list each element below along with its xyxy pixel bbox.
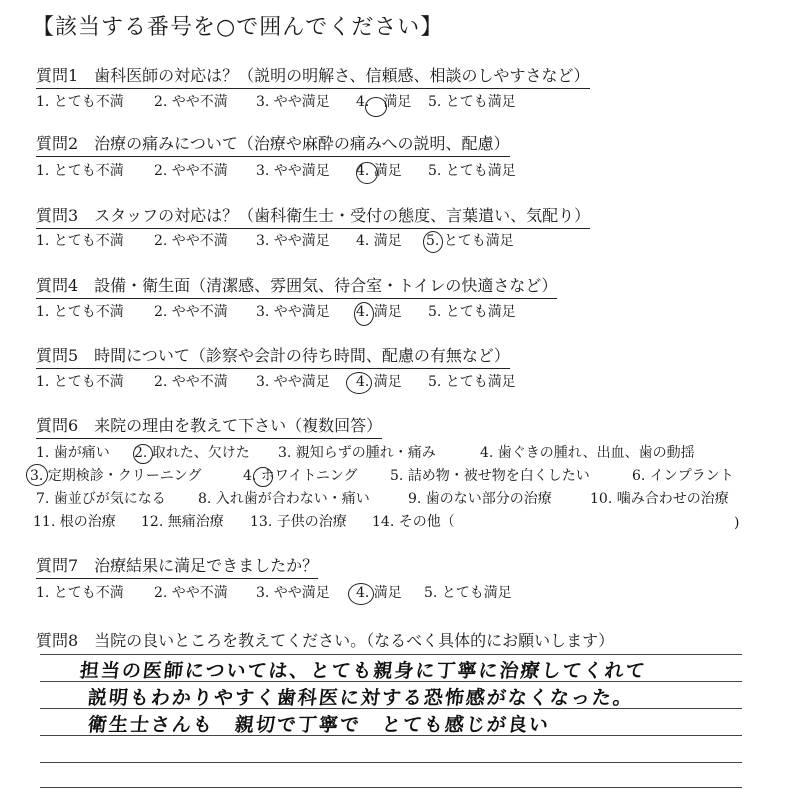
q1-option-2[interactable]: 2. やや不満	[154, 94, 228, 110]
q6-option-4[interactable]: 4. 歯ぐきの腫れ、出血、歯の動揺	[480, 445, 695, 461]
q3-option-2[interactable]: 2. やや不満	[154, 233, 228, 249]
q3-option-1[interactable]: 1. とても不満	[36, 233, 124, 249]
q5-option-4[interactable]: 4. 満足	[356, 374, 402, 390]
handwritten-answer-line-3: 衛生士さんも 親切で丁寧で とても感じが良い	[86, 714, 552, 736]
q2-option-1[interactable]: 1. とても不満	[36, 163, 124, 179]
q6-option-11[interactable]: 9. 歯のない部分の治療	[408, 491, 552, 507]
q6-option-9[interactable]: 7. 歯並びが気になる	[36, 491, 166, 507]
q6-option-12[interactable]: 10. 噛み合わせの治療	[590, 491, 729, 507]
q7-option-3[interactable]: 3. やや満足	[256, 585, 330, 601]
q4-option-1[interactable]: 1. とても不満	[36, 304, 124, 320]
q6-option-5[interactable]: 3. 定期検診・クリーニング	[30, 468, 202, 484]
q3-option-3[interactable]: 3. やや満足	[256, 233, 330, 249]
q6-option-16[interactable]: 14. その他（	[372, 514, 455, 530]
instruction-heading: 【該当する番号を○で囲んでください】	[32, 15, 444, 40]
q2-option-5[interactable]: 5. とても満足	[428, 163, 516, 179]
q1-option-3[interactable]: 3. やや満足	[256, 94, 330, 110]
q6-option-1[interactable]: 1. 歯が痛い	[36, 445, 110, 461]
q1-option-1[interactable]: 1. とても不満	[36, 94, 124, 110]
handwritten-answer-line-1: 担当の医師については、とても親身に丁寧に治療してくれて	[78, 660, 648, 682]
q1-option-5[interactable]: 5. とても満足	[428, 94, 516, 110]
answer-line-1	[40, 654, 742, 655]
q2-option-2[interactable]: 2. やや不満	[154, 163, 228, 179]
q4-option-3[interactable]: 3. やや満足	[256, 304, 330, 320]
q5-selection-circle	[346, 372, 372, 394]
q4-option-4[interactable]: 4. 満足	[356, 304, 402, 320]
q6-option-7[interactable]: 5. 詰め物・被せ物を白くしたい	[390, 468, 590, 484]
handwritten-answer-line-2: 説明もわかりやすく歯科医に対する恐怖感がなくなった。	[86, 687, 636, 709]
q4-option-2[interactable]: 2. やや不満	[154, 304, 228, 320]
question-6-title: 質問6 来院の理由を教えて下さい（複数回答）	[36, 416, 382, 439]
q6-option-2[interactable]: 2. 取れた、欠けた	[134, 445, 250, 461]
q6-option-3[interactable]: 3. 親知らずの腫れ・痛み	[278, 445, 436, 461]
q2-selection-circle	[356, 162, 378, 184]
other-close-paren: )	[734, 515, 740, 531]
q6-option-8[interactable]: 6. インプラント	[632, 468, 734, 484]
q7-option-4[interactable]: 4. 満足	[356, 585, 402, 601]
q3-option-5[interactable]: 5. とても満足	[426, 233, 514, 249]
q6-option-15[interactable]: 13. 子供の治療	[250, 514, 347, 530]
q1-selection-circle	[365, 97, 387, 117]
q6-option-6[interactable]: 4. ホワイトニング	[243, 468, 358, 484]
question-1-title: 質問1 歯科医師の対応は？（説明の明解さ、信頼感、相談のしやすさなど）	[36, 66, 590, 89]
q6-option-10[interactable]: 8. 入れ歯が合わない・痛い	[198, 491, 370, 507]
q6-selection-circle-4	[253, 467, 273, 487]
q7-option-1[interactable]: 1. とても不満	[36, 585, 124, 601]
q4-selection-circle	[354, 302, 374, 326]
q2-option-3[interactable]: 3. やや満足	[256, 163, 330, 179]
q5-option-5[interactable]: 5. とても満足	[428, 374, 516, 390]
q6-option-13[interactable]: 11. 根の治療	[33, 514, 116, 530]
q1-option-4[interactable]: 4. 満足	[356, 94, 412, 110]
q7-option-5[interactable]: 5. とても満足	[424, 585, 512, 601]
q7-option-2[interactable]: 2. やや不満	[154, 585, 228, 601]
q4-option-5[interactable]: 5. とても満足	[428, 304, 516, 320]
question-3-title: 質問3 スタッフの対応は？（歯科衛生士・受付の態度、言葉遣い、気配り）	[36, 206, 590, 229]
answer-line-6	[40, 787, 742, 788]
q5-option-3[interactable]: 3. やや満足	[256, 374, 330, 390]
question-2-title: 質問2 治療の痛みについて（治療や麻酔の痛みへの説明、配慮）	[36, 134, 510, 157]
q6-option-14[interactable]: 12. 無痛治療	[141, 514, 224, 530]
question-4-title: 質問4 設備・衛生面（清潔感、雰囲気、待合室・トイレの快適さなど）	[36, 276, 557, 299]
q6-selection-circle-2	[133, 444, 153, 464]
q3-option-4[interactable]: 4. 満足	[356, 233, 402, 249]
question-8-title: 質問8 当院の良いところを教えてください。（なるべく具体的にお願いします）	[36, 631, 615, 650]
question-5-title: 質問5 時間について（診察や会計の待ち時間、配慮の有無など）	[36, 346, 510, 369]
q2-option-4[interactable]: 4. 満足	[356, 163, 402, 179]
question-7-title: 質問7 治療結果に満足できましたか？	[36, 556, 318, 579]
q3-selection-circle	[423, 231, 443, 253]
q5-option-1[interactable]: 1. とても不満	[36, 374, 124, 390]
q6-selection-circle-3	[26, 464, 48, 486]
q7-selection-circle	[348, 583, 374, 605]
answer-line-5	[40, 762, 742, 763]
q5-option-2[interactable]: 2. やや不満	[154, 374, 228, 390]
